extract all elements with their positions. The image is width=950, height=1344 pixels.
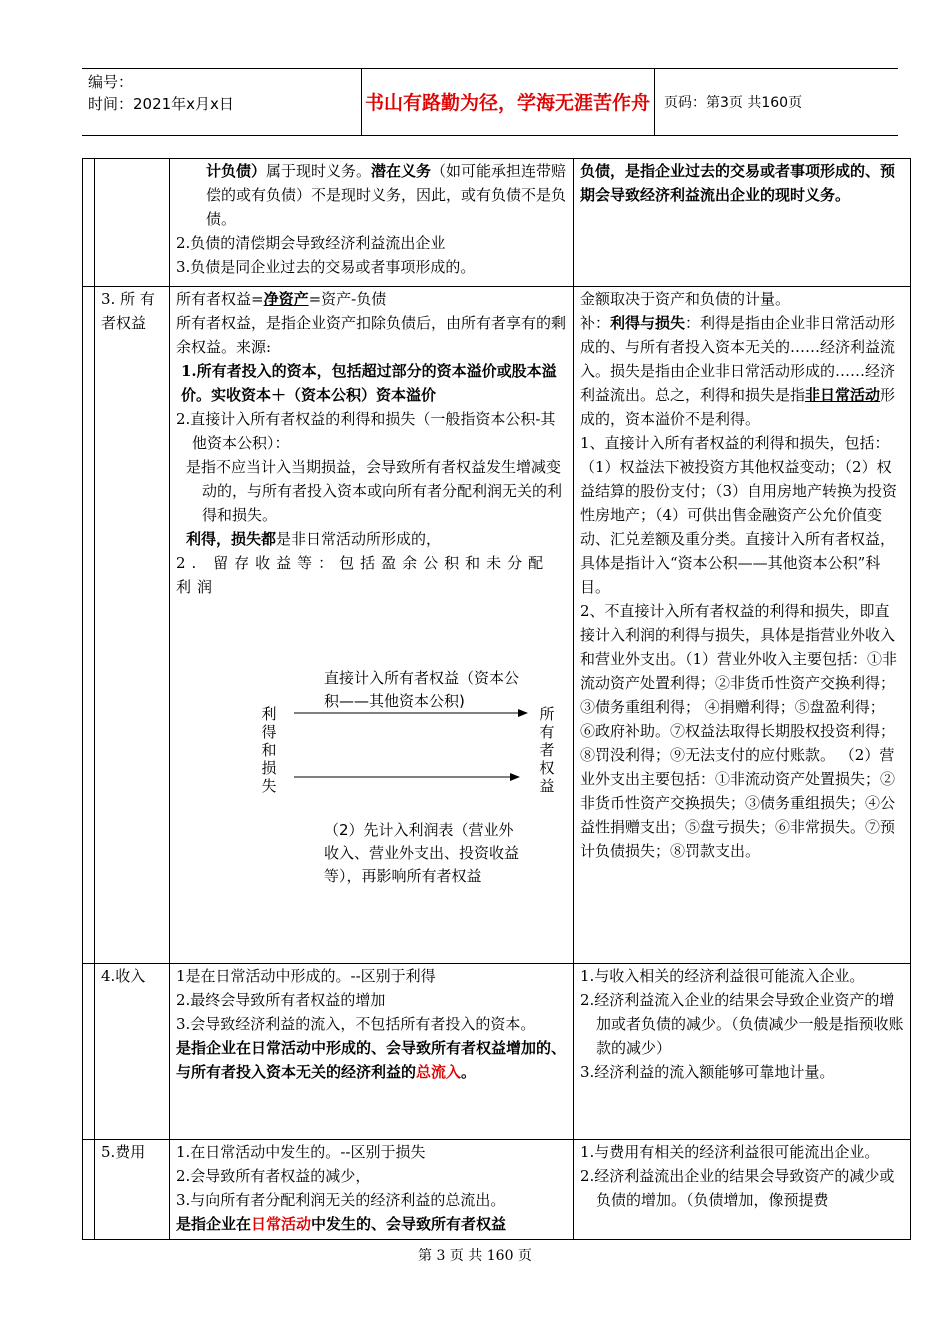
text-fragment: （如可能承担连带赔偿的或有负债）不是现时义务，因此，或有负债不是负债。 bbox=[206, 162, 567, 228]
arrowhead-icon bbox=[510, 773, 520, 781]
table-row-liability-continued bbox=[83, 159, 911, 287]
text-fragment: 属于现时义务。 bbox=[266, 162, 372, 180]
text-fragment: 补： bbox=[580, 314, 611, 332]
features-cell bbox=[170, 287, 574, 964]
feature-item: 3.与向所有者分配利润无关的经济利益的总流出。 bbox=[176, 1191, 506, 1209]
text-fragment: =资产-负债 bbox=[308, 290, 387, 308]
diagram-label-equity: 所有者权益 bbox=[539, 705, 555, 795]
definition-cell bbox=[574, 287, 911, 964]
text-fragment: 。 bbox=[461, 1063, 477, 1081]
header-meta bbox=[88, 71, 288, 115]
condition-item: 3.经济利益的流入额能够可靠地计量。 bbox=[580, 1063, 835, 1081]
text-fragment: 计负债） bbox=[206, 162, 267, 180]
header-divider bbox=[654, 69, 655, 136]
header-motto: 书山有路勤为径，学海无涯苦作舟 bbox=[364, 91, 650, 114]
paragraph: 1、直接计入所有者权益的利得和损失，包括：（1）权益法下被投资方其他权益变动；（2）权益结算的股份支付；（3）自用房地产转换为投资性房地产；（4）可供出售金融资产公允价值变动、汇兑差额及重分类。直接计入所有者权益，具体是指计入“资本公积——其他资本公积”科目。 bbox=[580, 434, 898, 596]
definition-cell bbox=[574, 964, 911, 1140]
features-cell bbox=[170, 159, 574, 287]
text-fragment: ：利得是指由企业非日常活动形成的、与所有者投入资本无关的……经济利益流入。损失是指由企业非日常活动形成的……经济利益流出。总之，利得和损失是指 bbox=[580, 314, 896, 404]
text-fragment: 总流入 bbox=[416, 1063, 462, 1081]
text-fragment: 是指企业在 bbox=[176, 1215, 252, 1233]
header-time-label: 时间：2021年x月x日 bbox=[88, 95, 234, 113]
margin-cell bbox=[83, 1140, 95, 1240]
text-fragment: 中发生的、会导致所有者权益 bbox=[311, 1215, 507, 1233]
text-fragment: 利得，损失都 bbox=[186, 530, 277, 548]
row-label: 3. 所 有 者权益 bbox=[101, 290, 155, 332]
diagram-label-gains-losses: 利得和损失 bbox=[261, 705, 277, 795]
condition-item: 2.经济利益流入企业的结果会导致企业资产的增加或者负债的减少。（负债减少一般是指预收账款的减少） bbox=[580, 991, 904, 1057]
table-row-revenue bbox=[83, 964, 911, 1140]
condition-item: 1.与收入相关的经济利益很可能流入企业。 bbox=[580, 967, 865, 985]
feature-item: 3.会导致经济利益的流入，不包括所有者投入的资本。 bbox=[176, 1015, 536, 1033]
arrow-lines bbox=[176, 599, 566, 963]
text-fragment: 所有者权益= bbox=[176, 290, 264, 308]
header-page-info: 页码：第3页 共160页 bbox=[664, 94, 803, 111]
condition-item: 1.与费用有相关的经济利益很可能流出企业。 bbox=[580, 1143, 880, 1161]
features-cell bbox=[170, 964, 574, 1140]
text-fragment: 形成的，资本溢价不是利得。 bbox=[580, 386, 896, 428]
feature-item: 2.负债的清偿期会导致经济利益流出企业 bbox=[176, 234, 446, 252]
text-fragment: 非日常活动 bbox=[805, 386, 881, 404]
margin-cell bbox=[83, 159, 95, 287]
margin-cell bbox=[83, 287, 95, 964]
row-label: 5.费用 bbox=[101, 1143, 146, 1161]
page-footer: 第 3 页 共 160 页 bbox=[418, 1248, 532, 1264]
paragraph: 是指不应当计入当期损益，会导致所有者权益发生增减变动的，与所有者投入资本或向所有者分配利润无关的利得和损失。 bbox=[186, 458, 563, 524]
text-fragment: 日常活动 bbox=[251, 1215, 312, 1233]
feature-item: 1.在日常活动中发生的。--区别于损失 bbox=[176, 1143, 426, 1161]
definition-text: 负债，是指企业过去的交易或者事项形成的、预期会导致经济利益流出企业的现时义务。 bbox=[580, 162, 896, 204]
content-table bbox=[82, 158, 911, 1240]
row-label-cell bbox=[95, 1140, 170, 1240]
feature-item: 1是在日常活动中形成的。--区别于利得 bbox=[176, 967, 436, 985]
features-cell bbox=[170, 1140, 574, 1240]
feature-item: 2.最终会导致所有者权益的增加 bbox=[176, 991, 386, 1009]
diagram-box-direct: 直接计入所有者权益（资本公积——其他资本公积) bbox=[324, 669, 520, 710]
text-fragment: 是指企业在日常活动中形成的、会导致所有者权益增加的、与所有者投入资本无关的经济利益的 bbox=[176, 1039, 567, 1081]
paragraph: 金额取决于资产和负债的计量。 bbox=[580, 290, 791, 308]
paragraph: 2、不直接计入所有者权益的利得和损失，即直接计入利润的利得与损失，具体是指营业外收入和营业外支出。（1）营业外收入主要包括：①非流动资产处置利得；②非货币性资产交换利得；③债务重组利得； ④捐赠利得；⑤盘盈利得； ⑥政府补助。⑦权益法取得长期股权投资利得；⑧罚没利得；⑨无法支付的应付账款。 （2）营业外支出主要包括：①非流动资产处置损失；②非货币性资产交换损失；③债务重组损失；④公益性捐赠支出；⑤盘亏损失；⑥非常损失。⑦预计负债损失；⑧罚款支出。 bbox=[580, 602, 898, 860]
paragraph: 2. 留存收益等：包括盈余公积和未分配利润 bbox=[176, 554, 550, 596]
row-label-cell bbox=[95, 287, 170, 964]
text-fragment: 是非日常活动所形成的， bbox=[276, 530, 442, 548]
paragraph: 2.直接计入所有者权益的利得和损失（一般指资本公积-其他资本公积）： bbox=[176, 410, 556, 452]
table-row-owners-equity bbox=[83, 287, 911, 964]
table-row-expense bbox=[83, 1140, 911, 1240]
definition-cell bbox=[574, 1140, 911, 1240]
header-number-label: 编号： bbox=[88, 73, 134, 91]
margin-cell bbox=[83, 964, 95, 1140]
paragraph: 1.所有者投入的资本，包括超过部分的资本溢价或股本溢价。实收资本＋（资本公积）资本溢价 bbox=[181, 362, 557, 404]
row-label-cell bbox=[95, 159, 170, 287]
page-header bbox=[82, 68, 898, 136]
definition-cell bbox=[574, 159, 911, 287]
text-fragment: 潜在义务 bbox=[371, 162, 432, 180]
row-label: 4.收入 bbox=[101, 967, 146, 985]
feature-item: 2.会导致所有者权益的减少， bbox=[176, 1167, 371, 1185]
flow-diagram bbox=[176, 599, 567, 963]
text-fragment: 净资产 bbox=[263, 290, 309, 308]
condition-item: 2.经济利益流出企业的结果会导致资产的减少或负债的增加。（负债增加，像预提费 bbox=[580, 1167, 895, 1209]
text-fragment: 利得与损失 bbox=[610, 314, 686, 332]
row-label-cell bbox=[95, 964, 170, 1140]
paragraph: 所有者权益，是指企业资产扣除负债后，由所有者享有的剩余权益。来源: bbox=[176, 314, 567, 356]
diagram-box-indirect: （2）先计入利润表（营业外收入、营业外支出、投资收益等），再影响所有者权益 bbox=[324, 821, 520, 885]
feature-item: 3.负债是同企业过去的交易或者事项形成的。 bbox=[176, 258, 476, 276]
